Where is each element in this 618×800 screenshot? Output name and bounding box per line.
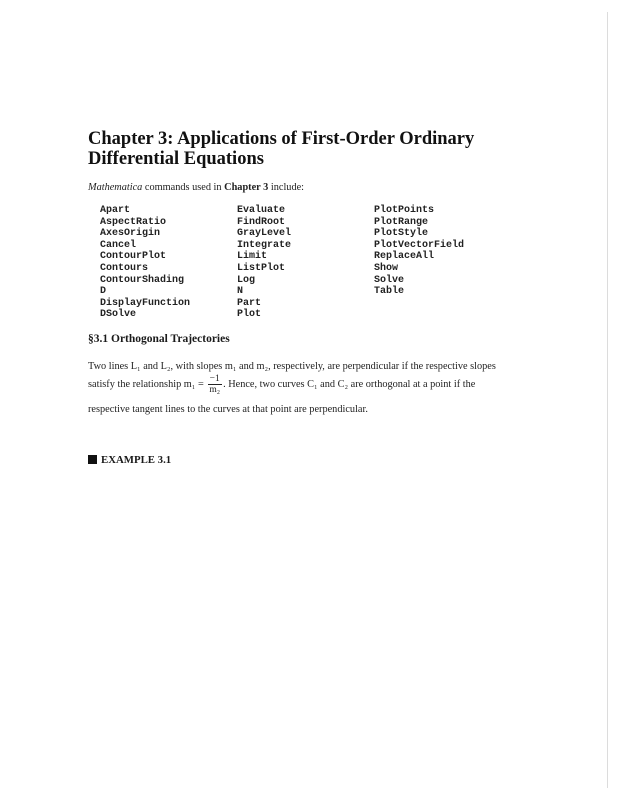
square-bullet-icon — [88, 455, 97, 464]
command-item: ReplaceAll — [374, 251, 435, 263]
command-column-3 — [374, 205, 514, 321]
paragraph-line1: Two lines L₁ and L₂, with slopes m₁ and m₂, respectively, are perpendicular if the respective slopes — [88, 361, 496, 372]
page-edge — [607, 12, 608, 788]
command-item: Evaluate — [237, 205, 286, 216]
command-item: Part — [237, 297, 262, 309]
command-item: Integrate — [237, 239, 292, 251]
command-item: PlotVectorField — [374, 239, 465, 251]
command-item: ContourShading — [100, 274, 185, 286]
paragraph-line2b: . Hence, two curves C₁ and C₂ are orthogonal at a point if the — [223, 378, 476, 390]
command-item: DisplayFunction — [100, 297, 191, 309]
command-item: Log — [237, 274, 256, 286]
command-item: PlotStyle — [374, 228, 429, 240]
paragraph-line2a: satisfy the relationship m₁ = — [88, 378, 207, 390]
command-item: ContourPlot — [100, 251, 167, 263]
example-heading — [88, 454, 171, 466]
section-heading: §3.1 Orthogonal Trajectories — [88, 333, 230, 345]
command-item: FindRoot — [237, 216, 286, 228]
paragraph-line2 — [88, 374, 538, 395]
command-item: AspectRatio — [100, 216, 167, 228]
chapter-title — [88, 129, 528, 169]
slope-fraction — [207, 374, 222, 395]
intro-text: commands used in — [142, 182, 225, 193]
command-item: Plot — [237, 309, 262, 321]
chapter-title-line1: Chapter 3: Applications of First-Order Ordinary — [88, 129, 475, 149]
slope-fraction-num: −1 — [209, 374, 220, 384]
intro-app: Mathematica — [88, 182, 143, 193]
command-item: Contours — [100, 262, 149, 274]
command-item: Table — [374, 286, 405, 298]
command-item: GrayLevel — [237, 228, 292, 240]
command-column-1 — [100, 205, 237, 321]
example-label: EXAMPLE 3.1 — [101, 454, 172, 466]
command-item: Limit — [237, 251, 268, 263]
command-item: PlotRange — [374, 216, 429, 228]
intro-chapter-ref: Chapter 3 — [224, 182, 269, 193]
command-list — [100, 205, 500, 321]
command-item: Cancel — [100, 239, 137, 251]
command-item: Show — [374, 262, 399, 274]
intro-line — [88, 181, 304, 194]
command-item: DSolve — [100, 309, 137, 321]
command-item: D — [100, 286, 107, 298]
command-column-2 — [237, 205, 374, 321]
command-item: AxesOrigin — [100, 228, 161, 240]
command-item: Solve — [374, 274, 405, 286]
slope-fraction-den: m₂ — [209, 385, 221, 395]
command-item: PlotPoints — [374, 205, 435, 216]
intro-tail: include: — [268, 182, 305, 193]
command-item: N — [237, 286, 244, 298]
command-item: ListPlot — [237, 262, 286, 274]
chapter-title-line2: Differential Equations — [88, 149, 264, 169]
command-item: Apart — [100, 205, 131, 216]
paragraph-line3: respective tangent lines to the curves at that point are perpendicular. — [88, 404, 368, 415]
